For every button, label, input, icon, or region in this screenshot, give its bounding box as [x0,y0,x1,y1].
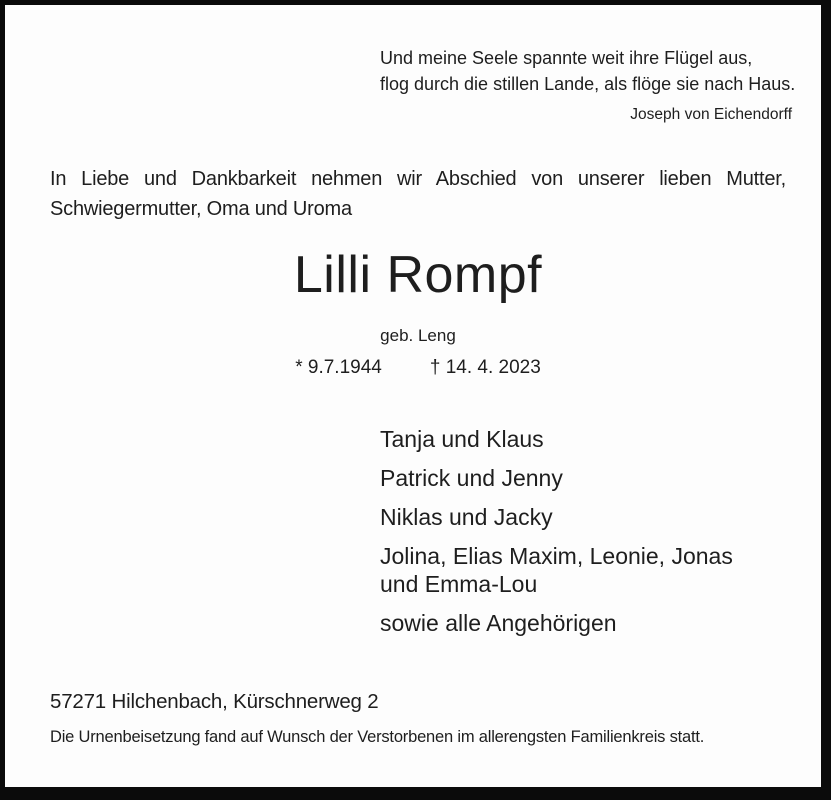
epigraph [380,45,796,125]
mourner-item: Jolina, Elias Maxim, Leonie, Jonas und Emma-Lou [380,543,733,597]
deceased-name: Lilli Rompf [293,246,543,304]
mourner-item: Niklas und Jacky [380,504,553,530]
obituary-page [5,5,821,787]
mourners-list [380,426,770,649]
death-date: † 14. 4. 2023 [429,357,541,378]
mourner-item: sowie alle Angehörigen [380,609,617,636]
mourner-item: Patrick und Jenny [380,465,563,491]
intro-text: In Liebe und Dankbarkeit nehmen wir Abschied von unserer lieben Mutter, Schwiegermutter, Oma und Uroma [50,168,786,220]
mourner-item: Tanja und Klaus [380,426,544,452]
quote-attribution: Joseph von Eichendorff [630,106,792,123]
quote-line-2: flog durch die stillen Lande, als flöge sie nach Haus. [380,74,796,94]
quote-line-1: Und meine Seele spannte weit ihre Flügel aus, [380,48,753,68]
address-line: 57271 Hilchenbach, Kürschnerweg 2 [50,690,379,713]
birth-date: * 9.7.1944 [295,357,382,378]
life-dates [50,356,786,380]
maiden-name: geb. Leng [380,326,456,345]
closing-line: Die Urnenbeisetzung fand auf Wunsch der Verstorbenen im allerengsten Familienkreis statt. [50,728,705,746]
